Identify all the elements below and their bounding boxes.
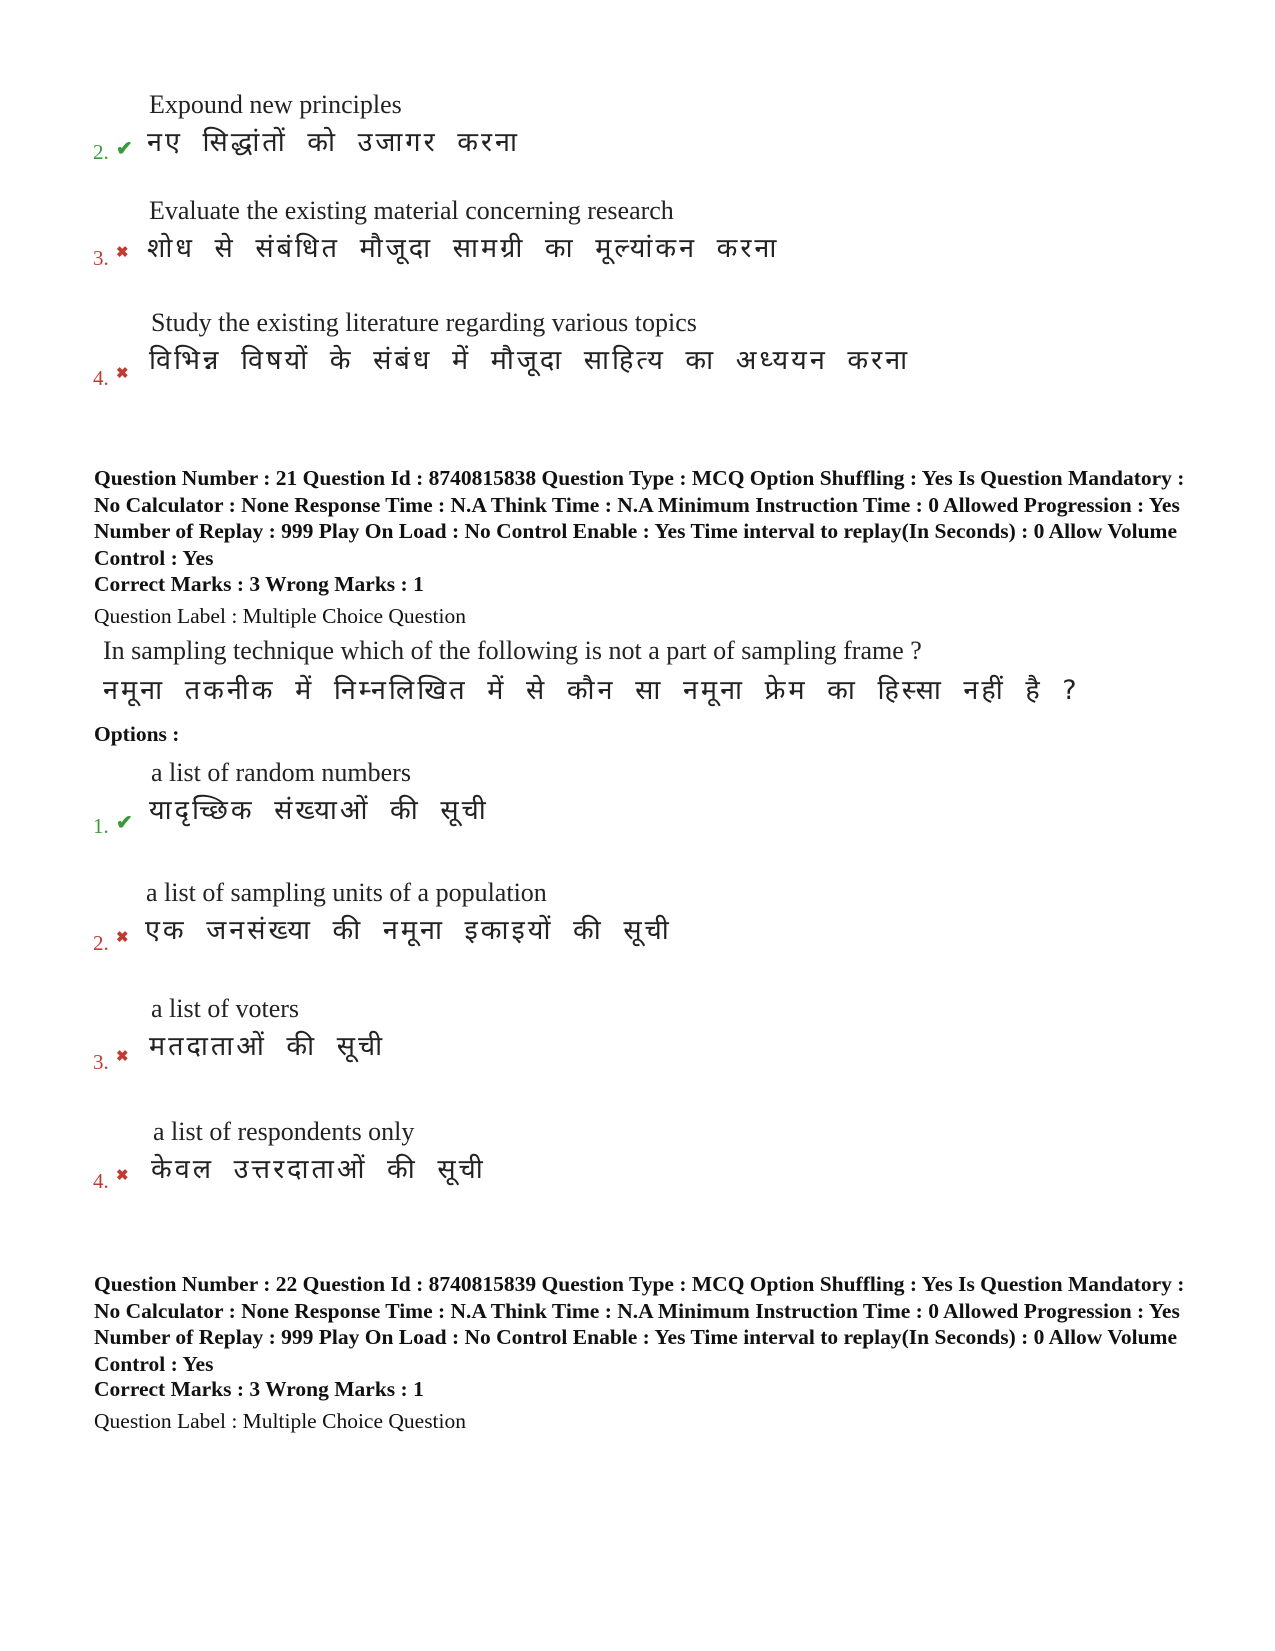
wrong-cross-icon: ✖ xyxy=(116,930,129,946)
option-text-en: Expound new principles xyxy=(149,90,402,119)
question-21-label: Question Label : Multiple Choice Question xyxy=(94,604,467,628)
option-text-hi: केवल उत्तरदाताओं की सूची xyxy=(151,1154,486,1185)
wrong-cross-icon: ✖ xyxy=(116,245,129,261)
option-number: 1. xyxy=(93,814,109,838)
option-number: 4. xyxy=(93,1169,109,1193)
question-21-marks: Correct Marks : 3 Wrong Marks : 1 xyxy=(94,572,424,596)
option-text-hi: शोध से संबंधित मौजूदा सामग्री का मूल्यांकन करना xyxy=(147,233,780,264)
q21-option-4 xyxy=(0,1117,1275,1227)
option-text-en: Evaluate the existing material concerning research xyxy=(149,196,674,225)
option-number: 3. xyxy=(93,246,109,270)
question-text-en: In sampling technique which of the following is not a part of sampling frame ? xyxy=(103,636,922,665)
option-text-en: a list of voters xyxy=(151,994,300,1023)
wrong-cross-icon: ✖ xyxy=(116,1049,129,1065)
option-number: 2. xyxy=(93,140,109,164)
option-text-hi: एक जनसंख्या की नमूना इकाइयों की सूची xyxy=(145,915,672,946)
option-number: 3. xyxy=(93,1050,109,1074)
question-22-label: Question Label : Multiple Choice Question xyxy=(94,1409,467,1433)
option-number: 2. xyxy=(93,931,109,955)
q21-option-3 xyxy=(0,994,1275,1104)
wrong-cross-icon: ✖ xyxy=(116,1168,129,1184)
question-21-text xyxy=(103,636,1080,707)
q21-option-1 xyxy=(0,758,1275,868)
prev-option-2 xyxy=(0,90,1275,200)
prev-option-4 xyxy=(0,308,1275,418)
question-22-metadata: Question Number : 22 Question Id : 8740815839 Question Type : MCQ Option Shuffling : Yes Is Question Mandatory : No Calculator : None Response Time : N.A Think Time : N.A Minimum Instruction Time : 0 Allowed Progression : Yes Number of Replay : 999 Play On Load : No Control Enable : Yes Time interval to replay(In Seconds) : 0 Allow Volume Control : Yes xyxy=(94,1272,1185,1376)
prev-option-3 xyxy=(0,196,1275,306)
option-text-hi: नए सिद्धांतों को उजागर करना xyxy=(147,127,520,158)
correct-check-icon: ✔ xyxy=(116,138,133,160)
options-heading: Options : xyxy=(94,722,180,746)
option-text-hi: विभिन्न विषयों के संबंध में मौजूदा साहित्य का अध्ययन करना xyxy=(149,345,911,376)
question-text-hi: नमूना तकनीक में निम्नलिखित में से कौन सा नमूना फ्रेम का हिस्सा नहीं है ? xyxy=(103,675,1080,706)
option-number: 4. xyxy=(93,366,109,390)
wrong-cross-icon: ✖ xyxy=(116,366,129,382)
correct-check-icon: ✔ xyxy=(116,812,133,834)
q21-option-2 xyxy=(0,878,1275,988)
option-text-en: a list of sampling units of a population xyxy=(146,878,547,907)
option-text-en: a list of respondents only xyxy=(153,1117,415,1146)
option-text-en: Study the existing literature regarding various topics xyxy=(151,308,697,337)
option-text-en: a list of random numbers xyxy=(151,758,411,787)
option-text-hi: यादृच्छिक संख्याओं की सूची xyxy=(149,795,489,826)
option-text-hi: मतदाताओं की सूची xyxy=(149,1031,386,1062)
question-22-marks: Correct Marks : 3 Wrong Marks : 1 xyxy=(94,1377,424,1401)
question-21-metadata: Question Number : 21 Question Id : 8740815838 Question Type : MCQ Option Shuffling : Yes Is Question Mandatory : No Calculator : None Response Time : N.A Think Time : N.A Minimum Instruction Time : 0 Allowed Progression : Yes Number of Replay : 999 Play On Load : No Control Enable : Yes Time interval to replay(In Seconds) : 0 Allow Volume Control : Yes xyxy=(94,466,1185,570)
